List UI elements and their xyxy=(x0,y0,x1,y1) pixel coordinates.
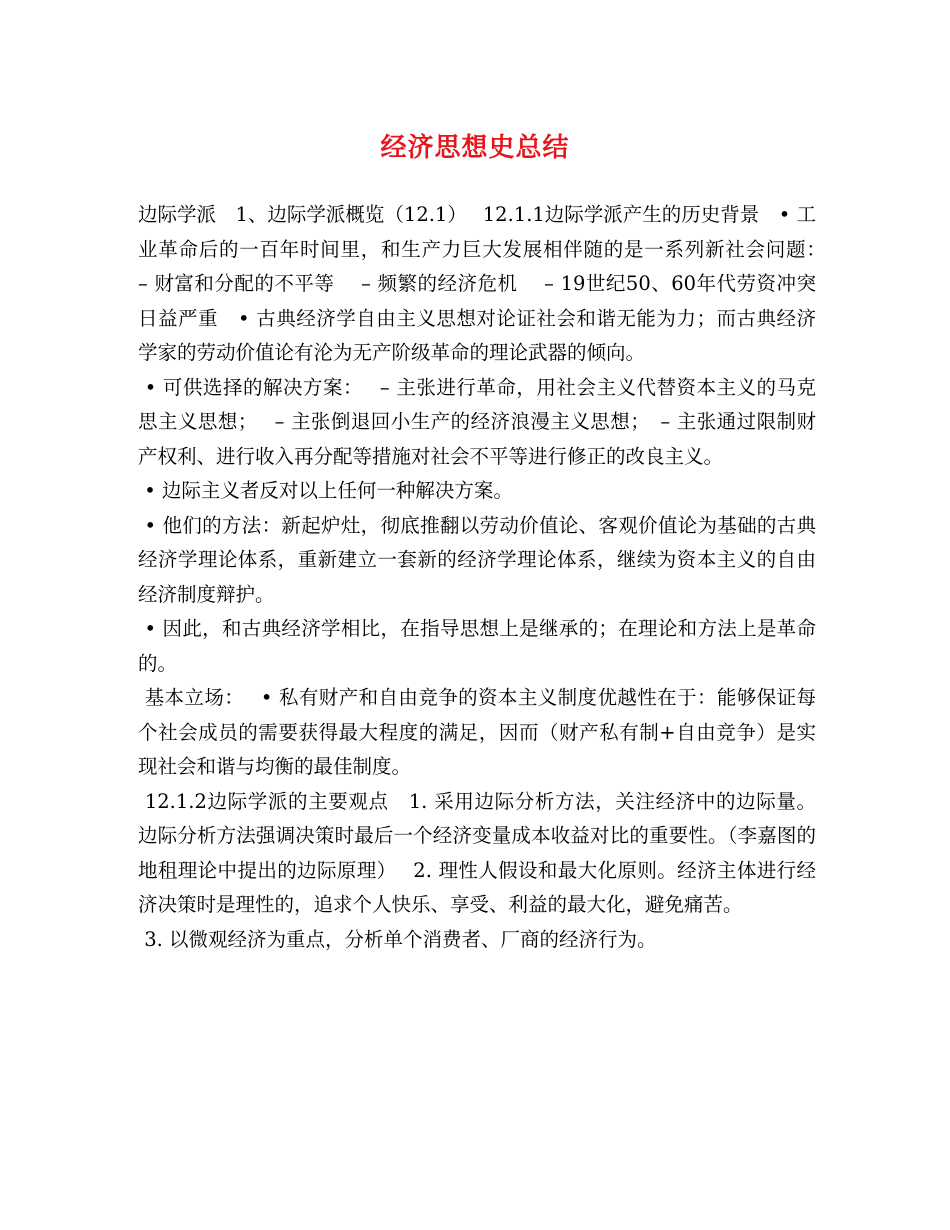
paragraph-marginal-school-background: 边际学派 1、边际学派概览（12.1） 12.1.1边际学派产生的历史背景 • 工业革命后的一百年时间里，和生产力巨大发展相伴随的是一系列新社会问题： – 财富和分配的不平等 – 频繁的经济危机 – 19世纪50、60年代劳资冲突日益严重 • 古典经济学自由主义思想对论证社会和谐无能为力；而古典经济学家的劳动价值论有沦为无产阶级革命的理论武器的倾向。 xyxy=(138,203,842,364)
paragraph-basic-stance: 基本立场： • 私有财产和自由竞争的资本主义制度优越性在于：能够保证每个社会成员的需要获得最大程度的满足，因而（财产私有制+自由竞争）是实现社会和谐与均衡的最佳制度。 xyxy=(138,686,816,778)
paragraph-marginalists-oppose: • 边际主义者反对以上任何一种解决方案。 xyxy=(138,479,513,502)
paragraph-their-method: • 他们的方法：新起炉灶，彻底推翻以劳动价值论、客观价值论为基础的古典经济学理论体系，重新建立一套新的经济学理论体系，继续为资本主义的自由经济制度辩护。 xyxy=(138,513,816,606)
document-title: 经济思想史总结 xyxy=(380,133,570,163)
paragraph-microeconomics-focus: 3. 以微观经济为重点，分析单个消费者、厂商的经济行为。 xyxy=(138,927,657,951)
paragraph-main-views: 12.1.2边际学派的主要观点 1. 采用边际分析方法，关注经济中的边际量。边际分析方法强调决策时最后一个经济变量成本收益对比的重要性。（李嘉图的地租理论中提出的边际原理） 2. 理性人假设和最大化原则。经济主体进行经济决策时是理性的，追求个人快乐、享受、利益的最大化，避免痛苦。 xyxy=(138,789,816,916)
document-body xyxy=(138,198,842,957)
paragraph-therefore: • 因此，和古典经济学相比，在指导思想上是继承的；在理论和方法上是革命的。 xyxy=(138,617,816,675)
paragraph-alternative-solutions: • 可供选择的解决方案： – 主张进行革命，用社会主义代替资本主义的马克思主义思想； – 主张倒退回小生产的经济浪漫主义思想； – 主张通过限制财产权利、进行收入再分配等措施对社会不平等进行修正的改良主义。 xyxy=(138,375,816,468)
